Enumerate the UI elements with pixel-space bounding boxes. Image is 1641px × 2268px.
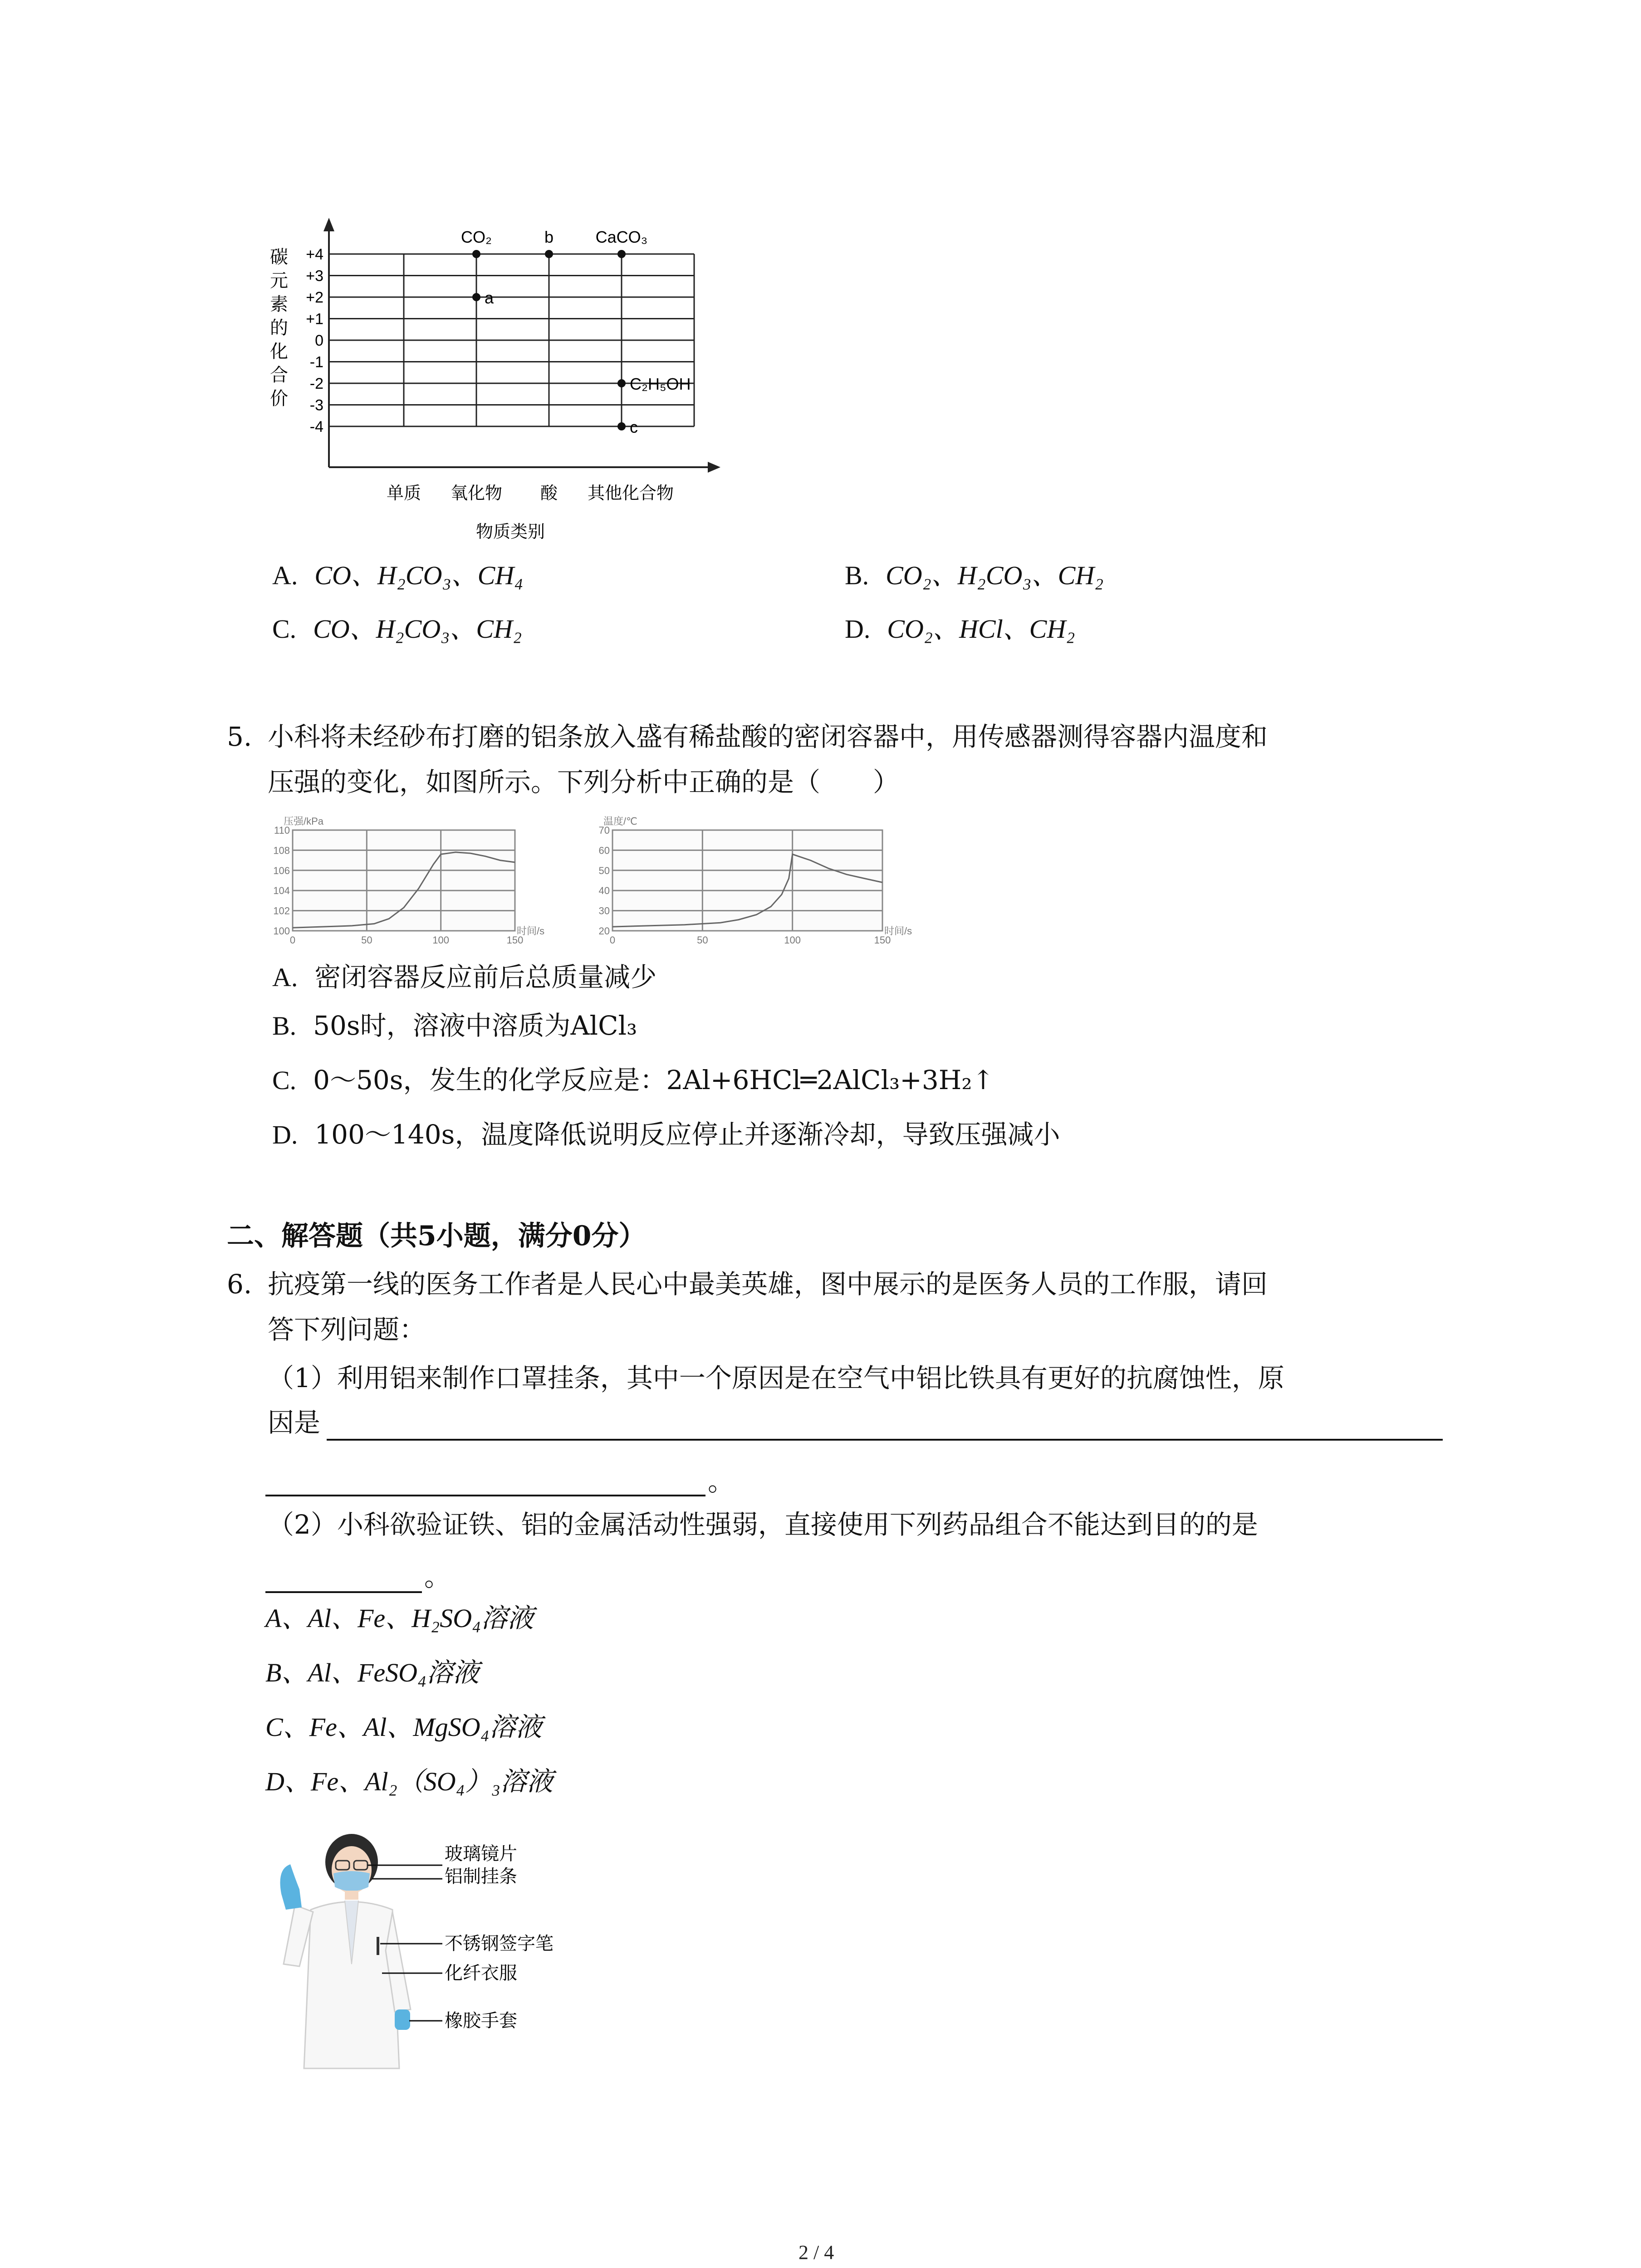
x-axis-arrow xyxy=(708,462,720,473)
valence-point-label: C₂H₅OH xyxy=(630,375,691,393)
q6-stem-line1: 抗疫第一线的医务工作者是人民心中最美英雄，图中展示的是医务人员的工作服，请回 xyxy=(268,1269,1268,1300)
valence-chart-xlabel: 物质类别 xyxy=(475,523,545,542)
q5-option-c[interactable]: C. 0～50s，发生的化学反应是：2Al+6HCl═2AlCl₃+3H₂↑ xyxy=(272,1065,994,1095)
q4-option-b-text: CO₂、H₂CO₃、CH₂ xyxy=(886,561,1104,590)
y-tick-label: 50 xyxy=(598,865,610,876)
y-tick-label: -3 xyxy=(309,396,323,414)
valence-chart xyxy=(259,213,721,558)
valence-point-label: c xyxy=(630,418,638,436)
valence-point-label: a xyxy=(485,288,494,307)
y-tick-label: +2 xyxy=(306,289,323,306)
section2-heading: 二、解答题（共5小题，满分0分） xyxy=(227,1220,646,1252)
q6-answer-blank-1a[interactable] xyxy=(327,1439,1443,1441)
q5-option-b[interactable]: B. 50s时，溶液中溶质为AlCl₃ xyxy=(272,1010,637,1041)
valence-point-label: CaCO₃ xyxy=(595,228,648,246)
y-tick-label: 110 xyxy=(274,825,290,836)
ylabel-char: 元 xyxy=(270,271,288,291)
pressure-chart xyxy=(268,812,549,948)
x-tick-label: 100 xyxy=(784,934,801,946)
y-tick-label: 60 xyxy=(598,845,610,856)
q4-option-a-text: CO、H₂CO₃、CH₄ xyxy=(314,561,524,590)
q6-option-d[interactable]: D、Fe、Al₂（SO₄）₃溶液 xyxy=(265,1767,553,1796)
x-category-label: 单质 xyxy=(386,484,421,503)
q6-stem-line2: 答下列问题： xyxy=(268,1314,426,1345)
q6-number: 6. xyxy=(227,1269,252,1300)
x-category-label: 其他化合物 xyxy=(587,484,674,503)
y-tick-label: +3 xyxy=(306,267,323,285)
q6-sub2-end: 。 xyxy=(424,1561,451,1592)
q6-answer-blank-2[interactable] xyxy=(265,1591,422,1593)
q6-sub1-line1: （1）利用铝来制作口罩挂条，其中一个原因是在空气中铝比铁具有更好的抗腐蚀性，原 xyxy=(268,1363,1284,1393)
y-tick-label: 102 xyxy=(273,905,290,917)
q4-option-d[interactable]: D. CO₂、HCl、CH₂ xyxy=(845,614,1075,644)
label-rubber-gloves: 橡胶手套 xyxy=(445,2011,517,2031)
x-axis-label: 时间/s xyxy=(884,925,912,937)
q6-option-c[interactable]: C、Fe、Al、MgSO₄溶液 xyxy=(265,1712,542,1742)
valence-point-label: b xyxy=(544,228,554,246)
y-tick-label: 30 xyxy=(598,905,610,917)
x-tick-label: 150 xyxy=(874,934,891,946)
x-tick-label: 150 xyxy=(506,934,524,946)
y-axis-label: 压强/kPa xyxy=(284,816,324,827)
valence-point xyxy=(472,250,480,258)
y-tick-label: 70 xyxy=(598,825,610,836)
q5-number: 5. xyxy=(227,721,252,752)
y-axis-label: 温度/℃ xyxy=(603,816,637,827)
valence-chart-ylabel xyxy=(270,247,288,409)
y-tick-label: 100 xyxy=(273,925,290,937)
q5-option-b-text: 50s时，溶液中溶质为AlCl₃ xyxy=(313,1010,637,1041)
y-tick-label: -1 xyxy=(309,353,323,371)
q4-option-c-text: CO、H₂CO₃、CH₂ xyxy=(313,614,522,644)
valence-point xyxy=(617,422,626,430)
label-steel-pen: 不锈钢签字笔 xyxy=(445,1934,554,1954)
y-tick-label: 108 xyxy=(273,845,290,856)
x-tick-label: 50 xyxy=(361,934,372,946)
ylabel-char: 素 xyxy=(270,294,288,314)
valence-point xyxy=(472,293,480,301)
x-tick-label: 50 xyxy=(697,934,708,946)
valence-point xyxy=(545,250,553,258)
q4-option-b[interactable]: B. CO₂、H₂CO₃、CH₂ xyxy=(845,561,1104,590)
q5-option-c-text: 0～50s，发生的化学反应是：2Al+6HCl═2AlCl₃+3H₂↑ xyxy=(313,1065,994,1095)
y-axis-arrow xyxy=(323,218,334,231)
ylabel-char: 合 xyxy=(270,365,288,385)
medical-worker-figure xyxy=(263,1814,608,2087)
valence-point xyxy=(617,250,626,258)
q5-option-a[interactable]: A. 密闭容器反应前后总质量减少 xyxy=(272,962,657,992)
q6-sub2-line1: （2）小科欲验证铁、铝的金属活动性强弱，直接使用下列药品组合不能达到目的的是 xyxy=(268,1509,1258,1540)
valence-point-label: CO₂ xyxy=(461,228,492,246)
q6-sub1-end: 。 xyxy=(708,1466,735,1497)
ylabel-char: 碳 xyxy=(270,247,288,267)
x-tick-label: 0 xyxy=(609,934,616,946)
y-tick-label: +4 xyxy=(306,246,323,263)
plot-area xyxy=(612,830,882,931)
page-number: 2 / 4 xyxy=(798,2241,834,2263)
q5-stem-line2: 压强的变化，如图所示。下列分析中正确的是（ ） xyxy=(268,767,900,797)
ylabel-char: 价 xyxy=(270,389,288,409)
y-tick-label: -2 xyxy=(309,375,323,392)
ylabel-char: 化 xyxy=(270,342,288,362)
x-tick-label: 100 xyxy=(432,934,450,946)
q6-option-a[interactable]: A、Al、Fe、H₂SO₄溶液 xyxy=(265,1603,534,1633)
q4-option-c[interactable]: C. CO、H₂CO₃、CH₂ xyxy=(272,614,522,644)
ylabel-char: 的 xyxy=(270,318,288,338)
x-category-label: 酸 xyxy=(540,484,558,503)
y-tick-label: 40 xyxy=(598,885,610,897)
q5-option-d-text: 100～140s，温度降低说明反应停止并逐渐冷却，导致压强减小 xyxy=(314,1119,1060,1150)
label-aluminum-strap: 铝制挂条 xyxy=(445,1867,517,1887)
x-tick-label: 0 xyxy=(289,934,296,946)
valence-point xyxy=(617,379,626,387)
y-tick-label: 106 xyxy=(273,865,290,876)
q5-stem-line1: 小科将未经砂布打磨的铝条放入盛有稀盐酸的密闭容器中，用传感器测得容器内温度和 xyxy=(268,721,1268,752)
x-axis-label: 时间/s xyxy=(517,925,545,937)
q6-sub1-line2: 因是 xyxy=(268,1407,321,1438)
y-tick-label: 0 xyxy=(315,332,323,349)
x-category-label: 氧化物 xyxy=(450,484,503,503)
q4-option-d-text: CO₂、HCl、CH₂ xyxy=(887,614,1075,644)
label-fiber-clothes: 化纤衣服 xyxy=(445,1963,517,1983)
doctor-illustration xyxy=(280,1834,411,2068)
label-glass-lens: 玻璃镜片 xyxy=(445,1844,517,1864)
plot-area xyxy=(293,830,515,931)
q5-option-a-text: 密闭容器反应前后总质量减少 xyxy=(314,962,657,992)
y-tick-label: 20 xyxy=(598,925,610,937)
temperature-chart xyxy=(581,812,930,948)
q6-option-b[interactable]: B、Al、FeSO₄溶液 xyxy=(265,1658,480,1687)
y-tick-label: 104 xyxy=(273,885,290,897)
q4-option-a[interactable]: A. CO、H₂CO₃、CH₄ xyxy=(272,561,524,590)
y-tick-label: +1 xyxy=(306,310,323,328)
y-tick-label: -4 xyxy=(309,418,323,435)
q6-answer-blank-1b[interactable] xyxy=(265,1495,705,1496)
q5-option-d[interactable]: D. 100～140s，温度降低说明反应停止并逐渐冷却，导致压强减小 xyxy=(272,1119,1060,1150)
